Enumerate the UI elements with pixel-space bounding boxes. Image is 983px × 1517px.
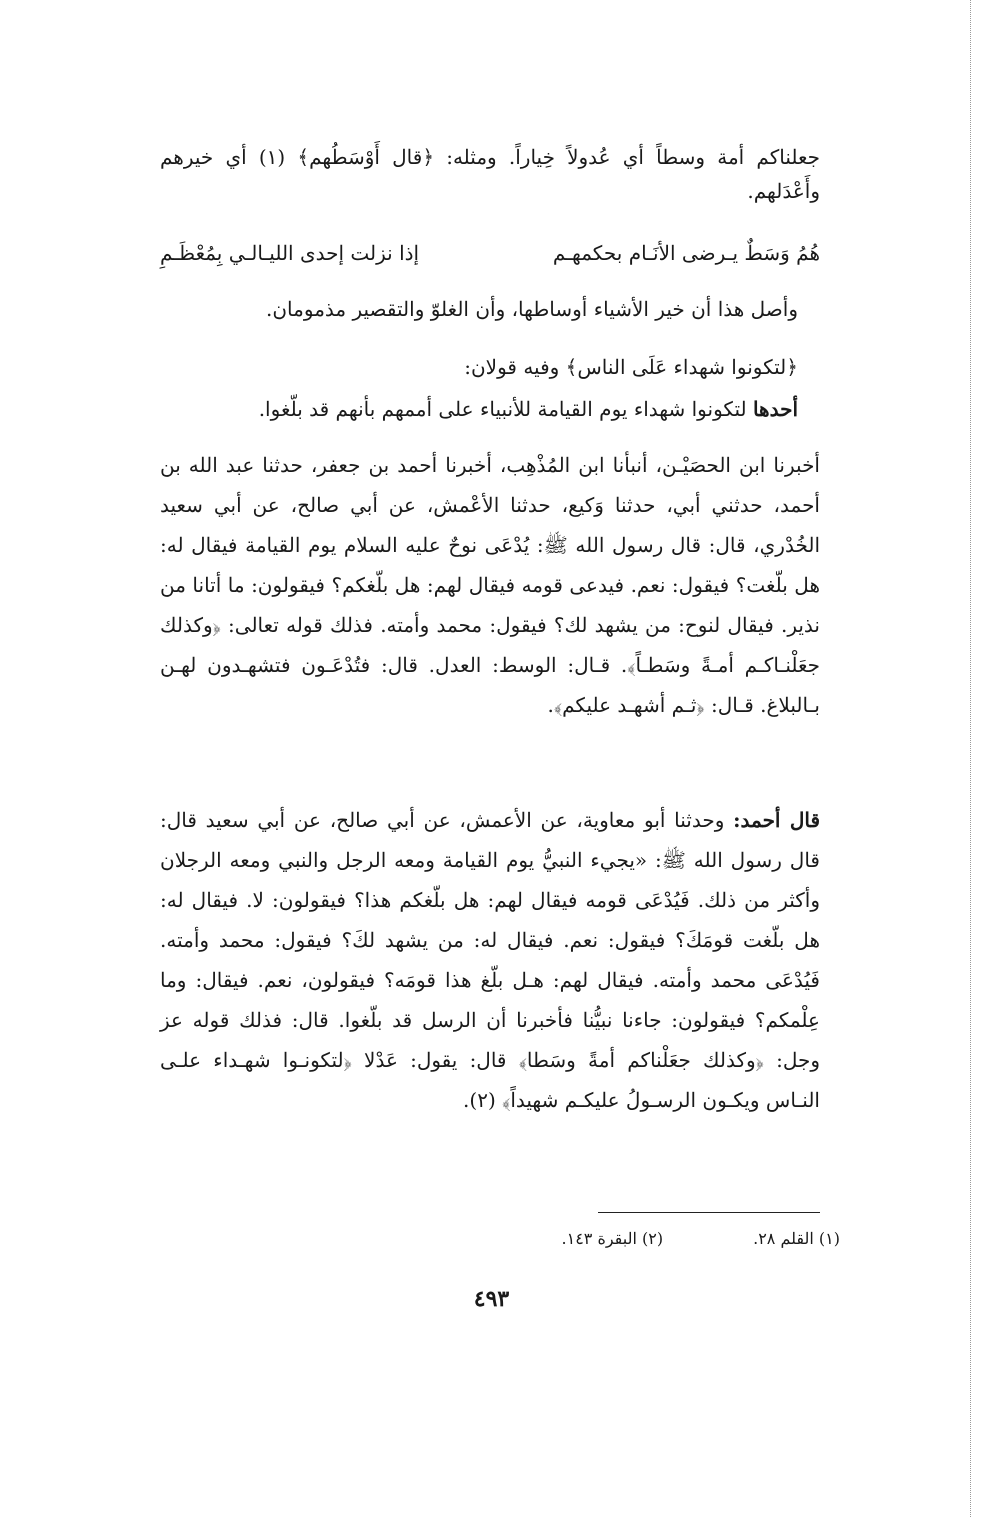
verse-second-hemistich: إذا نزلت إحدى الليـالـي بِمُعْظَـمِ [160,241,420,265]
quran-quote-paragraph [160,350,820,384]
page-number: ٤٩٣ [473,1286,510,1312]
footnote-1: (١) القلم ٢٨. [753,1229,840,1248]
verse-first-hemistich: هُمُ وَسَطٌ يـرضى الأنَـام بحكمهـم [552,241,820,265]
footnote-separator [598,1212,820,1213]
intro-paragraph [160,140,820,208]
intro-text: جعلناكم أمة وسطاً أي عُدولاً خِياراً. ومثله: ﴿قال أَوْسَطُهم﴾ (١) أي خيرهم وأَعْدَلهم. [160,145,820,203]
footnote-2: (٢) البقرة ١٤٣. [561,1229,664,1248]
hadith-2-lead: قال أحمد: [733,808,821,832]
origin-text: وأصل هذا أن خير الأشياء أوساطها، وأن الغلوّ والتقصير مذمومان. [266,297,798,321]
hadith-paragraph-2 [160,800,820,1120]
hadith-2-text: وحدثنا أبو معاوية، عن الأعمش، عن أبي صالح، عن أبي سعيد قال: قال رسول الله ﷺ: «يجيء النبيُّ يوم القيامة ومعه الرجل والنبي ومعه الرجلان وأكثر من ذلك. فَيُدْعَى قومه فيقال لهم: هل بلّغكم هذا؟ فيقولون: لا. فيقال له: هل بلّغت قومَكَ؟ فيقول: نعم. فيقال له: من يشهد لكَ؟ فيقول: محمد وأمته. فَيُدْعَى محمد وأمته. فيقال لهم: هـل بلّغ هذا قومَه؟ فيقولون، نعم. فيقال: وما عِلْمكم؟ فيقولون: جاءنا نبيُّنا فأخبرنا أن الرسل قد بلّغوا. قال: فذلك قوله عز وجل: ﴿وكذلك جعَلْناكم أمةً وسَطا﴾ قال: يقول: عَدْلا ﴿لتكونـوا شهـداء علـى النـاس ويكـون الرسـولُ عليكـم شهيداً﴾ (٢). [160,808,820,1112]
footnotes [340,1226,840,1252]
hadith-paragraph-1 [160,445,820,725]
first-saying-paragraph [160,392,820,426]
hadith-2 [160,800,820,1120]
first-saying-lead: أحدها [752,397,798,421]
first-saying-text: لتكونوا شهداء يوم القيامة للأنبياء على أممهم بأنهم قد بلّغوا. [258,397,753,421]
first-saying [160,392,798,426]
quran-quote-text: ﴿لتكونوا شهداء عَلَى الناس﴾ وفيه قولان: [464,355,798,379]
origin-paragraph [160,292,820,326]
verse-line [160,236,820,270]
hadith-1-text: أخبرنا ابن الحصَيْـن، أنبأنا ابن المُذْهِب، أخبرنا أحمد بن جعفر، حدثنا عبد الله بن أحمد، حدثني أبي، حدثنا وَكيع، حدثنا الأعْمش، عن أبي صالح، عن أبي سعيد الخُدْري، قال: قال رسول الله ﷺ: يُدْعَى نوحٌ عليه السلام يوم القيامة فيقال له: هل بلّغت؟ فيقول: نعم. فيدعى قومه فيقال لهم: هل بلّغكم؟ فيقولون: ما أتانا من نذير. فيقال لنوح: من يشهد لك؟ فيقول: محمد وأمته. فذلك قوله تعالى: ﴿وكذلك جعَلْنـاكـم أمـةً وسَطـاً﴾. قـال: الوسط: العدل. قال: فتُدْعَـون فتشهـدون لهـن بـالبلاغ. قـال: ﴿ثـم أشهـد عليكم﴾. [160,453,820,717]
poetry-verse [160,236,820,270]
